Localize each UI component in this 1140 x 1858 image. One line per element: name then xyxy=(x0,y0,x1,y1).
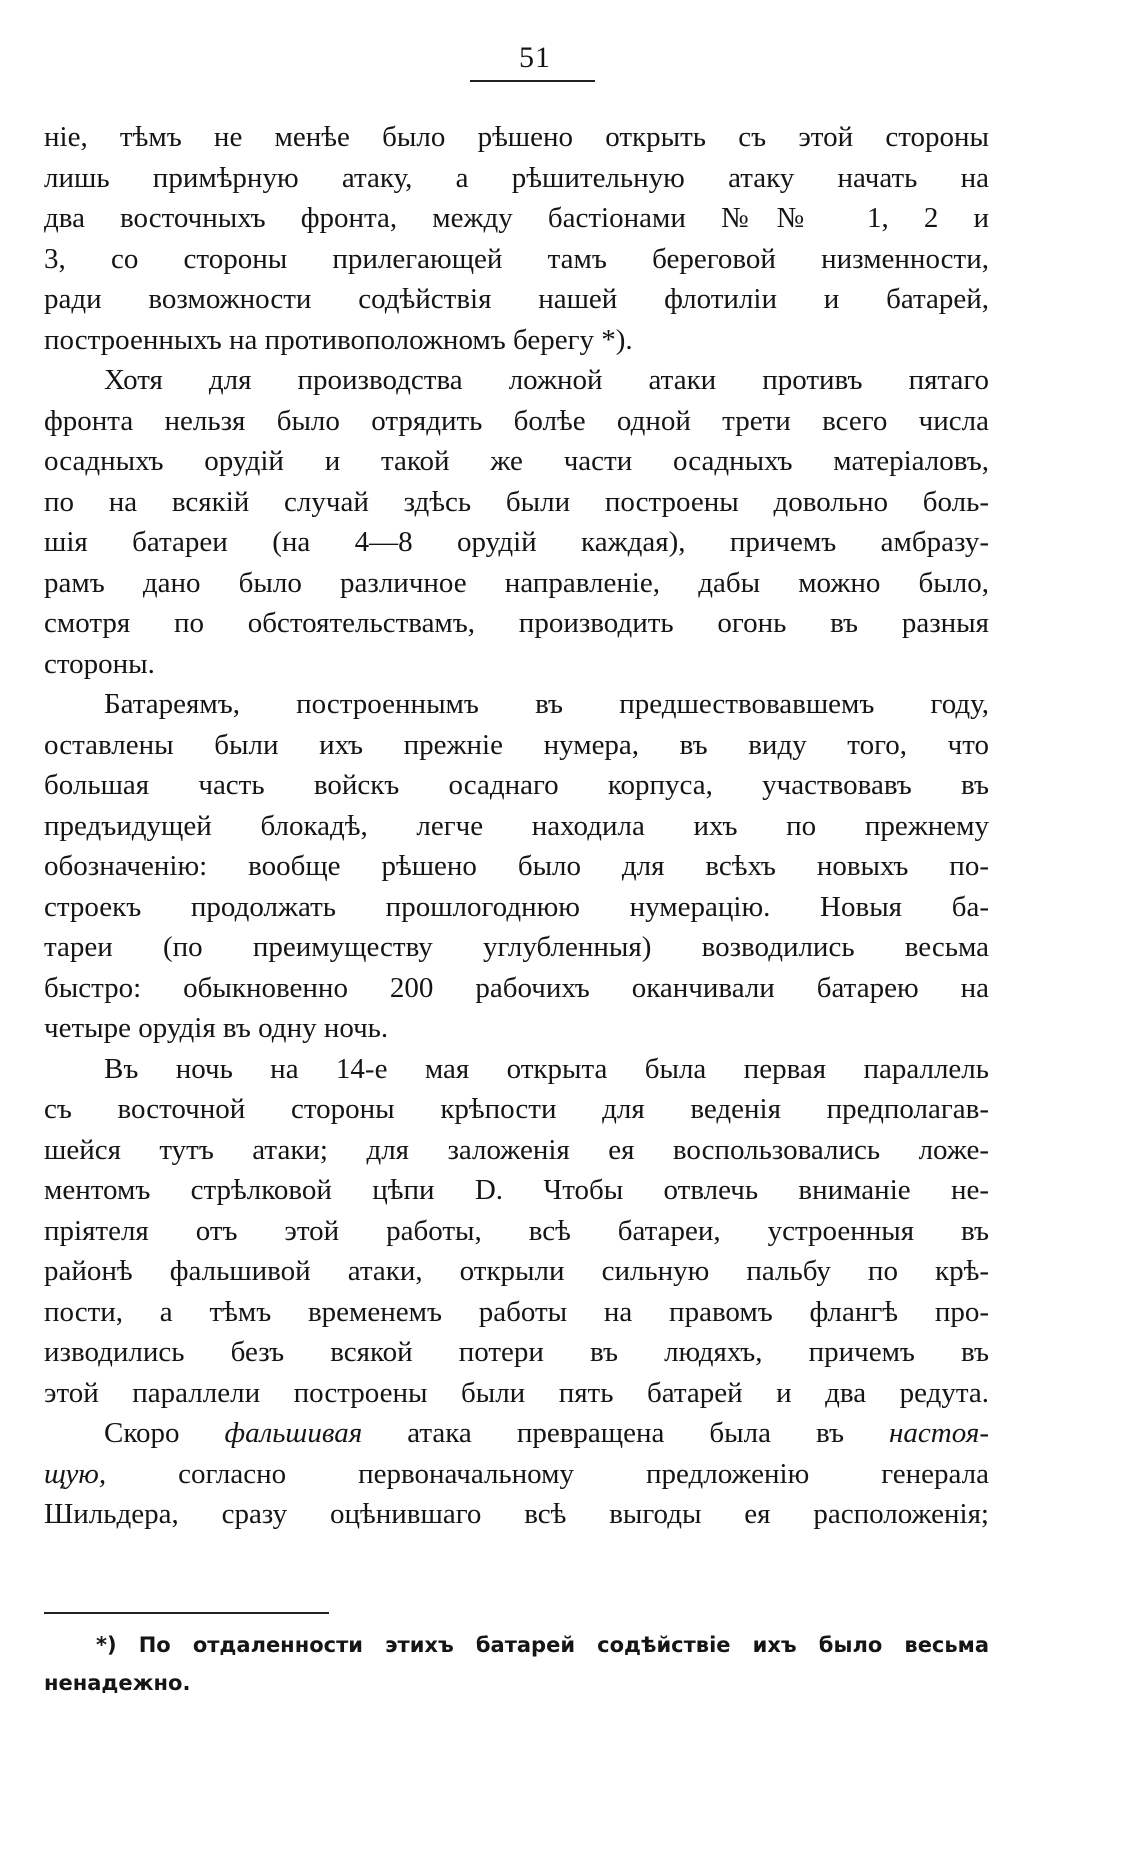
text-line: 3, со стороны прилегающей тамъ береговой низменности, xyxy=(44,242,989,275)
text-line: ніе, тѣмъ не менѣе было рѣшено открыть съ этой стороны xyxy=(44,121,989,153)
text-line xyxy=(44,1454,989,1495)
italic-text: щую, xyxy=(44,1457,107,1490)
text-line: ради возможности содѣйствія нашей флотиліи и батарей, xyxy=(44,283,989,315)
text-line: смотря по обстоятельствамъ, производить огонь въ разныя xyxy=(44,607,989,639)
footnote-line: ненадежно. xyxy=(44,1671,191,1695)
text-line: районѣ фальшивой атаки, открыли сильную пальбу по крѣ- xyxy=(44,1255,989,1287)
text-line: съ восточной стороны крѣпости для веденія предполагав- xyxy=(44,1093,989,1125)
footnote-rule xyxy=(44,1612,329,1614)
footnote-line: *) По отдаленности этихъ батарей содѣйствіе ихъ было весьма xyxy=(96,1633,989,1657)
text-line: стороны. xyxy=(44,647,155,680)
text-line: Въ ночь на 14-е мая открыта была первая параллель xyxy=(104,1052,989,1085)
text-line: пріятеля отъ этой работы, всѣ батареи, устроенныя въ xyxy=(44,1214,989,1247)
body-text xyxy=(44,117,989,1535)
text-line: по на всякій случай здѣсь были построены довольно боль- xyxy=(44,485,989,518)
paragraph-3 xyxy=(44,684,989,1049)
italic-text: фальшивая xyxy=(224,1417,363,1449)
text-line: шія батареи (на 4—8 орудій каждая), причемъ амбразу- xyxy=(44,526,989,558)
paragraph-5 xyxy=(44,1413,989,1535)
text-line: пости, а тѣмъ временемъ работы на правомъ флангѣ про- xyxy=(44,1295,989,1328)
page-number: 51 xyxy=(519,41,551,74)
text-line: обозначенію: вообще рѣшено было для всѣхъ новыхъ по- xyxy=(44,850,989,882)
text-line: тареи (по преимуществу углубленныя) возводились весьма xyxy=(44,931,989,963)
text-line: четыре орудія въ одну ночь. xyxy=(44,1012,389,1044)
paragraph-4 xyxy=(44,1049,989,1414)
text-line: оставлены были ихъ прежніе нумера, въ виду того, что xyxy=(44,728,989,761)
text-line: осадныхъ орудій и такой же части осадныхъ матеріаловъ, xyxy=(44,445,989,477)
text-line: предъидущей блокадѣ, легче находила ихъ по прежнему xyxy=(44,809,989,842)
text-run: Скоро xyxy=(104,1417,225,1449)
text-run: атака превращена была въ xyxy=(362,1417,890,1449)
text-run: согласно первоначальному предложенію генерала xyxy=(106,1457,989,1490)
footnote xyxy=(44,1626,989,1702)
text-line: Хотя для производства ложной атаки противъ пятаго xyxy=(104,364,989,396)
text-line xyxy=(44,1413,989,1454)
text-line: этой параллели построены были пять батарей и два редута. xyxy=(44,1376,989,1409)
paragraph-2 xyxy=(44,360,989,684)
text-line: шейся тутъ атаки; для заложенія ея воспользовались ложе- xyxy=(44,1133,989,1166)
text-line: Шильдера, сразу оцѣнившаго всѣ выгоды ея расположенія; xyxy=(44,1498,989,1530)
paragraph-1 xyxy=(44,117,989,360)
text-line: изводились безъ всякой потери въ людяхъ, причемъ въ xyxy=(44,1336,989,1368)
text-line: построенныхъ на противоположномъ берегу *). xyxy=(44,323,633,356)
text-line: большая часть войскъ осаднаго корпуса, участвовавъ въ xyxy=(44,769,989,801)
page-number-rule xyxy=(470,80,595,82)
text-line: Батареямъ, построеннымъ въ предшествовавшемъ году, xyxy=(104,688,989,720)
text-line: два восточныхъ фронта, между бастіонами №№ 1, 2 и xyxy=(44,202,989,234)
italic-text: настоя- xyxy=(889,1417,989,1449)
text-line: рамъ дано было различное направленіе, дабы можно было, xyxy=(44,566,989,599)
text-line: строекъ продолжать прошлогоднюю нумерацію. Новыя ба- xyxy=(44,890,989,923)
text-line: лишь примѣрную атаку, а рѣшительную атаку начать на xyxy=(44,161,989,194)
text-line: ментомъ стрѣлковой цѣпи D. Чтобы отвлечь вниманіе не- xyxy=(44,1174,989,1206)
text-line: фронта нельзя было отрядить болѣе одной трети всего числа xyxy=(44,404,989,437)
text-line: быстро: обыкновенно 200 рабочихъ оканчивали батарею на xyxy=(44,971,989,1004)
